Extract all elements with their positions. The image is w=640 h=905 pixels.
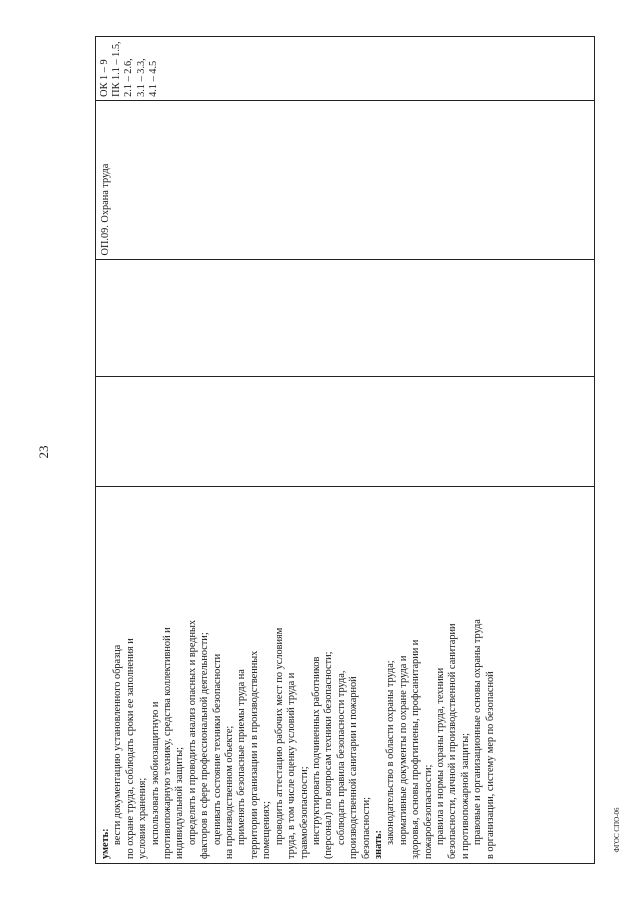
competencies-cell bbox=[96, 37, 594, 100]
knowledge-line: безопасности, личной и производственной санитарии bbox=[447, 623, 459, 859]
skills-heading: уметь: bbox=[100, 828, 111, 859]
skills-line: безопасности; bbox=[360, 797, 372, 859]
skills-line: травмобезопасности; bbox=[298, 766, 310, 859]
skills-line: территории организации и в производственных bbox=[248, 650, 260, 859]
requirements-cell bbox=[96, 486, 594, 863]
knowledge-line: пожаробезопасности; bbox=[422, 764, 434, 859]
knowledge-line: законодательство в области охраны труда; bbox=[385, 660, 397, 845]
competency-code: ОК 1 – 9 bbox=[99, 59, 110, 97]
competency-code: ПК 1.1 – 1.5, bbox=[111, 41, 123, 97]
competency-code: 3.1 – 3.3, bbox=[135, 58, 147, 97]
knowledge-line: и противопожарной защиты; bbox=[459, 732, 471, 859]
empty-cell bbox=[96, 259, 594, 376]
knowledge-line: нормативные документы по охране труда и bbox=[397, 655, 409, 845]
skills-line: условия хранения; bbox=[137, 777, 149, 859]
skills-line: соблюдать правила безопасности труда, bbox=[335, 670, 347, 845]
empty-cell bbox=[96, 376, 594, 486]
skills-line: производственной санитарии и пожарной bbox=[348, 676, 360, 859]
skills-line: применять безопасные приемы труда на bbox=[236, 669, 248, 845]
competency-code: 4.1 – 4.5 bbox=[147, 60, 159, 97]
knowledge-line: здоровья, основы профгигиены, профсанитарии и bbox=[410, 639, 422, 859]
skills-line: определять и проводить анализ опасных и вредных bbox=[186, 619, 198, 845]
skills-line: индивидуальной защиты; bbox=[174, 747, 186, 859]
footer-code: ФГОС СПО-06 bbox=[613, 807, 621, 853]
knowledge-line: правовые и организационные основы охраны труда bbox=[472, 619, 484, 845]
knowledge-heading: знать: bbox=[372, 830, 384, 859]
page-number: 23 bbox=[36, 445, 51, 459]
discipline-name: ОП.09. Охрана труда bbox=[100, 163, 111, 256]
skills-line: (персонал) по вопросам техники безопасности; bbox=[323, 651, 335, 859]
skills-line: труда, в том числе оценку условий труда и bbox=[286, 672, 298, 859]
skills-line: на производственном объекте; bbox=[224, 725, 236, 859]
knowledge-line: правила и нормы охраны труда, техники bbox=[434, 667, 446, 845]
competency-code: 2.1 – 2.6, bbox=[123, 58, 135, 97]
skills-line: инструктировать подчиненных работников bbox=[310, 656, 322, 845]
skills-line: факторов в сфере профессиональной деятельности; bbox=[199, 632, 211, 859]
skills-line: противопожарную технику, средства коллективной и bbox=[162, 627, 174, 859]
skills-line: вести документацию установленного образца bbox=[112, 644, 124, 845]
table-frame bbox=[95, 36, 595, 864]
discipline-cell bbox=[96, 100, 594, 260]
curriculum-table bbox=[95, 36, 595, 864]
skills-line: помещениях; bbox=[261, 801, 273, 859]
skills-line: использовать экобиозащитную и bbox=[149, 701, 161, 845]
knowledge-line: в организации, систему мер по безопасной bbox=[484, 671, 496, 859]
skills-line: оценивать состояние техники безопасности bbox=[211, 653, 223, 845]
skills-line: проводить аттестацию рабочих мест по условиям bbox=[273, 627, 285, 845]
skills-line: по охране труда, соблюдать сроки ее заполнения и bbox=[124, 638, 136, 859]
